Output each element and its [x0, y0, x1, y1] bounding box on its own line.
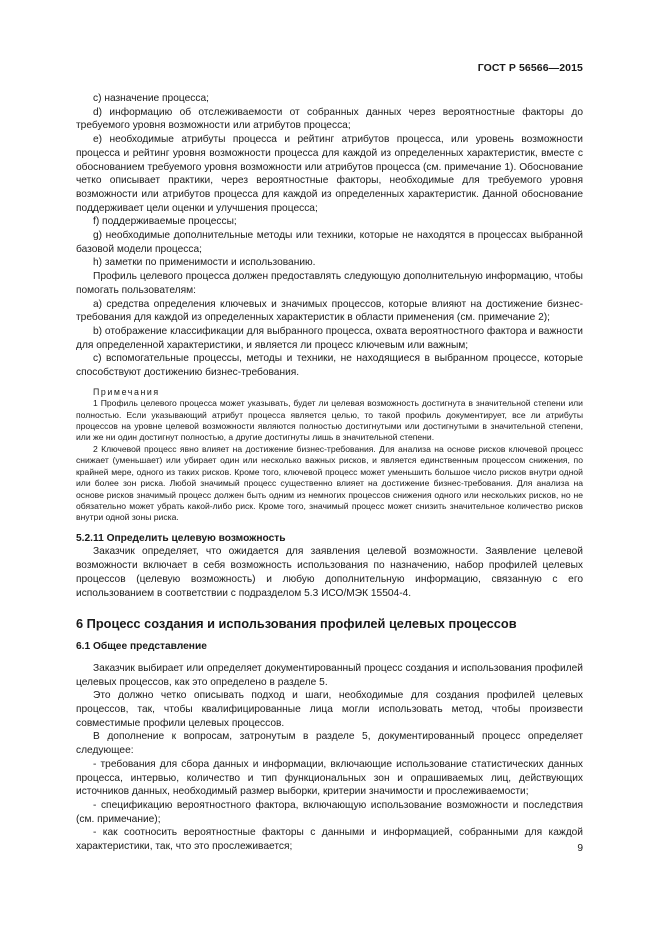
- document-body: [76, 92, 583, 854]
- bullet-item: - как соотносить вероятностные факторы с данными и информацией, собранными для каждой характеристики, так, что это прослеживается;: [76, 827, 583, 853]
- page-number: 9: [577, 843, 583, 854]
- list-item: c) назначение процесса;: [93, 93, 209, 104]
- standard-header: ГОСТ Р 56566—2015: [477, 62, 583, 74]
- paragraph: Заказчик выбирает или определяет документированный процесс создания и использования профилей целевых процессов, как это определено в разделе 5.: [76, 662, 583, 688]
- list-item: h) заметки по применимости и использованию.: [93, 257, 316, 269]
- list-item: b) отображение классификации для выбранного процесса, охвата вероятностного фактора и важности для определенной характеристики, и является ли процесс ключевым или важным;: [76, 325, 583, 351]
- bullet-item: - спецификацию вероятностного фактора, включающую использование возможности и последствия (см. примечание);: [76, 799, 583, 825]
- list-item: g) необходимые дополнительные методы или техники, которые не находятся в процессах выбранной базовой модели процесса;: [76, 230, 583, 255]
- chapter-heading: 6 Процесс создания и использования профилей целевых процессов: [76, 616, 517, 632]
- section-heading: 5.2.11 Определить целевую возможность: [76, 532, 286, 544]
- bullet-item: - требования для сбора данных и информации, включающие использование статистических данных процесса, интервью, количество и тип функциональных зон и опрашиваемых лиц, действующих источников данных, необходимый размер выборки, критерии значимости и прослеживаемости;: [76, 758, 583, 798]
- list-item: d) информацию об отслеживаемости от собранных данных через вероятностные факторы до требуемого уровня возможности или атрибутов процесса;: [76, 106, 583, 132]
- notes-block: [76, 387, 583, 524]
- profile-intro: Профиль целевого процесса должен предоставлять следующую дополнительную информацию, чтобы помогать пользователям:: [76, 271, 583, 296]
- list-item: e) необходимые атрибуты процесса и рейтинг атрибутов процесса, или уровень возможности процесса и рейтинг уровня возможности процесса для каждой из определенных характеристик, вместе с обоснованием требуемого уровня возможности или атрибутов процесса (см. примечание 1). Обоснование четко описывает практики, через вероятностные факторы, необходимые для требуемого уровня возможности или атрибутов процесса для каждой из определенных характеристик. Данной обоснование поддерживает цели оценки и улучшения процесса;: [76, 134, 583, 214]
- section-text: Заказчик определяет, что ожидается для заявления целевой возможности. Заявление целевой возможности включает в себя возможность использования по назначению, набор профилей целевых процессов (целевую возможность) и любую дополнительную информацию, связанную с его использованием в соответствии с подразделом 5.3 ИСО/МЭК 15504-4.: [76, 546, 583, 599]
- notes-label: Примечания: [93, 386, 160, 397]
- list-item: c) вспомогательные процессы, методы и техники, не находящиеся в выбранном процессе, которые способствуют достижению бизнес-требования.: [76, 353, 583, 379]
- paragraph: Это должно четко описывать подход и шаги, необходимые для создания профилей целевых процессов, так, чтобы квалифицированные лица могли использовать метод, чтобы произвести совместимые профили целевых процессов.: [76, 690, 583, 729]
- note-item: 2 Ключевой процесс явно влияет на достижение бизнес-требования. Для анализа на основе рисков ключевой процесс снижает (уменьшает) или убирает один или несколько важных рисков, и является единственным процессом снижения, по крайней мере, одного из таких рисков. Кроме того, ключевой процесс может уменьшить большое число рисков внутри одной или более зон риска. Любой значимый процесс существенно влияет на достижение бизнес-требования. Для анализа на основе рисков значимый процесс должен быть одним из немногих процессов снижения одного или нескольких рисков, но не обязательно может убрать какой-либо риск. Кроме того, значимый процесс может снизить значительное количество рисков внутри одной зоны риска.: [76, 443, 583, 523]
- list-item: a) средства определения ключевых и значимых процессов, которые влияют на достижение бизнес-требования для каждой из определенных характеристик в области применения (см. примечание 2);: [76, 298, 583, 324]
- subsection-heading: 6.1 Общее представление: [76, 641, 207, 653]
- note-item: 1 Профиль целевого процесса может указывать, будет ли целевая возможность достигнута в значительной степени или полностью. Если указывающий атрибут процесса является целью, то такой профиль документирует, все ли атрибуты процессов на уровне целевой возможности являются полностью достигнутыми или достигнутыми в значительной степени, или же ни один достигнут полностью, а другие достигнуты лишь в значительной степени.: [76, 398, 583, 443]
- paragraph: В дополнение к вопросам, затронутым в разделе 5, документированный процесс определяет следующее:: [76, 731, 583, 757]
- list-item: f) поддерживаемые процессы;: [93, 216, 237, 228]
